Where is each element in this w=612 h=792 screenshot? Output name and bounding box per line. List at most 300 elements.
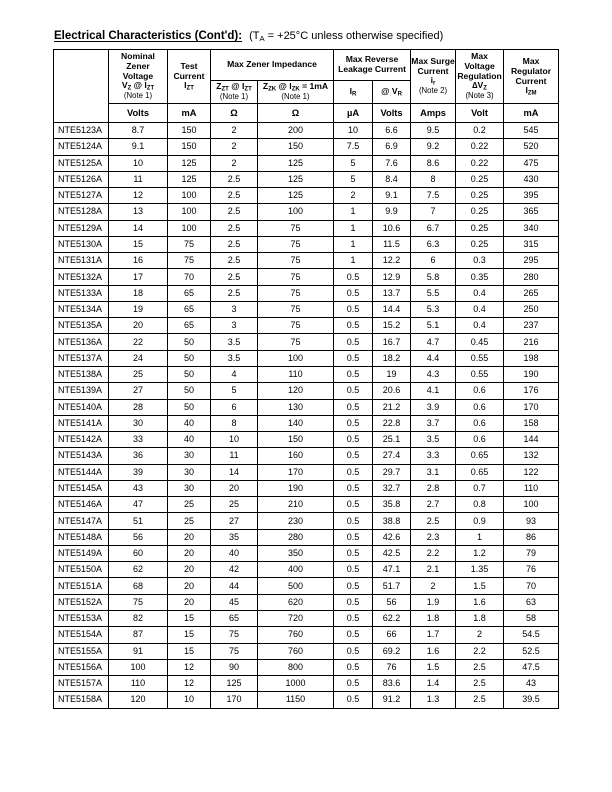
value-cell: 0.5 xyxy=(334,285,373,301)
part-number-cell: NTE5124A xyxy=(54,139,109,155)
value-cell: 25 xyxy=(211,497,258,513)
value-cell: 350 xyxy=(258,545,334,561)
value-cell: 9.9 xyxy=(373,204,411,220)
table-row xyxy=(54,432,559,448)
value-cell: 190 xyxy=(504,366,559,382)
value-cell: 237 xyxy=(504,318,559,334)
value-cell: 160 xyxy=(258,448,334,464)
value-cell: 2.5 xyxy=(211,285,258,301)
value-cell: 47.5 xyxy=(504,659,559,675)
table-row xyxy=(54,123,559,139)
value-cell: 20 xyxy=(211,480,258,496)
value-cell: 42.5 xyxy=(373,545,411,561)
table-row xyxy=(54,334,559,350)
value-cell: 22 xyxy=(109,334,168,350)
value-cell: 0.8 xyxy=(456,497,504,513)
value-cell: 1.35 xyxy=(456,562,504,578)
value-cell: 75 xyxy=(168,253,211,269)
value-cell: 6 xyxy=(211,399,258,415)
value-cell: 0.6 xyxy=(456,415,504,431)
table-row xyxy=(54,139,559,155)
unit-volts: Volts xyxy=(109,104,168,123)
value-cell: 16 xyxy=(109,253,168,269)
value-cell: 65 xyxy=(168,285,211,301)
value-cell: 0.5 xyxy=(334,545,373,561)
value-cell: 5.1 xyxy=(411,318,456,334)
value-cell: 395 xyxy=(504,188,559,204)
value-cell: 28 xyxy=(109,399,168,415)
value-cell: 20.6 xyxy=(373,383,411,399)
value-cell: 66 xyxy=(373,627,411,643)
value-cell: 100 xyxy=(168,204,211,220)
value-cell: 20 xyxy=(168,545,211,561)
value-cell: 3.5 xyxy=(211,334,258,350)
value-cell: 100 xyxy=(168,188,211,204)
table-row xyxy=(54,350,559,366)
value-cell: 20 xyxy=(168,529,211,545)
value-cell: 315 xyxy=(504,236,559,252)
value-cell: 0.5 xyxy=(334,513,373,529)
unit-ohm-zzk: Ω xyxy=(258,104,334,123)
value-cell: 2.5 xyxy=(456,676,504,692)
value-cell: 2.5 xyxy=(211,253,258,269)
value-cell: 40 xyxy=(168,432,211,448)
value-cell: 0.4 xyxy=(456,318,504,334)
value-cell: 58 xyxy=(504,610,559,626)
value-cell: 62 xyxy=(109,562,168,578)
value-cell: 2 xyxy=(211,139,258,155)
value-cell: 15 xyxy=(109,236,168,252)
value-cell: 4 xyxy=(211,366,258,382)
value-cell: 25 xyxy=(168,497,211,513)
value-cell: 91 xyxy=(109,643,168,659)
value-cell: 12 xyxy=(168,659,211,675)
value-cell: 0.5 xyxy=(334,383,373,399)
value-cell: 1 xyxy=(334,220,373,236)
value-cell: 93 xyxy=(504,513,559,529)
value-cell: 2.5 xyxy=(211,188,258,204)
value-cell: 216 xyxy=(504,334,559,350)
value-cell: 12.2 xyxy=(373,253,411,269)
value-cell: 150 xyxy=(168,123,211,139)
value-cell: 25 xyxy=(168,513,211,529)
value-cell: 0.6 xyxy=(456,432,504,448)
value-cell: 11 xyxy=(211,448,258,464)
col-header-max-regulator-current: Max Regulator Current $I_{ZM}$ xyxy=(504,50,559,104)
value-cell: 52.5 xyxy=(504,643,559,659)
part-number-cell: NTE5148A xyxy=(54,529,109,545)
value-cell: 5.3 xyxy=(411,301,456,317)
value-cell: 340 xyxy=(504,220,559,236)
value-cell: 0.35 xyxy=(456,269,504,285)
value-cell: 5.5 xyxy=(411,285,456,301)
value-cell: 20 xyxy=(109,318,168,334)
value-cell: 27 xyxy=(211,513,258,529)
table-row xyxy=(54,383,559,399)
value-cell: 2.5 xyxy=(456,659,504,675)
value-cell: 3 xyxy=(211,301,258,317)
value-cell: 20 xyxy=(168,578,211,594)
value-cell: 90 xyxy=(211,659,258,675)
part-number-cell: NTE5130A xyxy=(54,236,109,252)
value-cell: 100 xyxy=(258,204,334,220)
value-cell: 30 xyxy=(168,464,211,480)
value-cell: 0.5 xyxy=(334,269,373,285)
table-row xyxy=(54,643,559,659)
part-number-cell: NTE5126A xyxy=(54,171,109,187)
value-cell: 65 xyxy=(211,610,258,626)
value-cell: 2 xyxy=(456,627,504,643)
value-cell: 150 xyxy=(258,139,334,155)
part-number-cell: NTE5132A xyxy=(54,269,109,285)
value-cell: 0.55 xyxy=(456,366,504,382)
value-cell: 2.5 xyxy=(211,236,258,252)
value-cell: 20 xyxy=(168,562,211,578)
value-cell: 250 xyxy=(504,301,559,317)
value-cell: 75 xyxy=(258,334,334,350)
table-row xyxy=(54,480,559,496)
value-cell: 86 xyxy=(504,529,559,545)
part-number-cell: NTE5129A xyxy=(54,220,109,236)
value-cell: 9.5 xyxy=(411,123,456,139)
value-cell: 2.5 xyxy=(211,204,258,220)
value-cell: 9.1 xyxy=(373,188,411,204)
value-cell: 63 xyxy=(504,594,559,610)
value-cell: 30 xyxy=(109,415,168,431)
value-cell: 0.5 xyxy=(334,448,373,464)
value-cell: 8.7 xyxy=(109,123,168,139)
value-cell: 520 xyxy=(504,139,559,155)
value-cell: 10 xyxy=(334,123,373,139)
value-cell: 0.25 xyxy=(456,171,504,187)
value-cell: 1.7 xyxy=(411,627,456,643)
part-number-cell: NTE5156A xyxy=(54,659,109,675)
value-cell: 100 xyxy=(504,497,559,513)
value-cell: 6.7 xyxy=(411,220,456,236)
group-header-max-reverse-leakage-current: Max Reverse Leakage Current xyxy=(334,50,411,81)
value-cell: 14.4 xyxy=(373,301,411,317)
part-number-cell: NTE5131A xyxy=(54,253,109,269)
value-cell: 40 xyxy=(168,415,211,431)
value-cell: 0.3 xyxy=(456,253,504,269)
value-cell: 0.5 xyxy=(334,676,373,692)
value-cell: 0.9 xyxy=(456,513,504,529)
value-cell: 198 xyxy=(504,350,559,366)
table-row xyxy=(54,578,559,594)
value-cell: 2.5 xyxy=(456,692,504,708)
value-cell: 50 xyxy=(168,334,211,350)
value-cell: 8.6 xyxy=(411,155,456,171)
value-cell: 42.6 xyxy=(373,529,411,545)
table-row xyxy=(54,594,559,610)
value-cell: 2.5 xyxy=(211,171,258,187)
part-number-cell: NTE5137A xyxy=(54,350,109,366)
value-cell: 43 xyxy=(109,480,168,496)
value-cell: 27 xyxy=(109,383,168,399)
col-header-max-surge-current: Max Surge Current $i_r$ (Note 2) xyxy=(411,50,456,104)
table-row xyxy=(54,236,559,252)
value-cell: 3.3 xyxy=(411,448,456,464)
value-cell: 33 xyxy=(109,432,168,448)
table-row xyxy=(54,659,559,675)
value-cell: 50 xyxy=(168,399,211,415)
value-cell: 16.7 xyxy=(373,334,411,350)
table-row xyxy=(54,366,559,382)
value-cell: 12 xyxy=(168,676,211,692)
value-cell: 6 xyxy=(411,253,456,269)
value-cell: 27.4 xyxy=(373,448,411,464)
value-cell: 12 xyxy=(109,188,168,204)
value-cell: 51.7 xyxy=(373,578,411,594)
value-cell: 475 xyxy=(504,155,559,171)
value-cell: 800 xyxy=(258,659,334,675)
value-cell: 1 xyxy=(456,529,504,545)
value-cell: 68 xyxy=(109,578,168,594)
value-cell: 1.9 xyxy=(411,594,456,610)
table-row xyxy=(54,513,559,529)
unit-microamp: µA xyxy=(334,104,373,123)
part-number-cell: NTE5133A xyxy=(54,285,109,301)
value-cell: 75 xyxy=(211,643,258,659)
value-cell: 56 xyxy=(373,594,411,610)
value-cell: 60 xyxy=(109,545,168,561)
value-cell: 0.22 xyxy=(456,155,504,171)
col-header-max-voltage-regulation: Max Voltage Regulation $\Delta V_Z$ (Note 3) xyxy=(456,50,504,104)
part-number-cell: NTE5146A xyxy=(54,497,109,513)
value-cell: 35.8 xyxy=(373,497,411,513)
value-cell: 2 xyxy=(334,188,373,204)
value-cell: 0.25 xyxy=(456,236,504,252)
value-cell: 125 xyxy=(168,155,211,171)
value-cell: 4.3 xyxy=(411,366,456,382)
value-cell: 760 xyxy=(258,643,334,659)
value-cell: 65 xyxy=(168,301,211,317)
value-cell: 0.25 xyxy=(456,220,504,236)
table-row xyxy=(54,269,559,285)
value-cell: 0.4 xyxy=(456,301,504,317)
table-row xyxy=(54,188,559,204)
value-cell: 75 xyxy=(258,301,334,317)
table-row xyxy=(54,529,559,545)
part-number-cell: NTE5144A xyxy=(54,464,109,480)
part-number-cell: NTE5155A xyxy=(54,643,109,659)
col-header-vr: @ $V_R$ xyxy=(373,81,411,104)
value-cell: 7.6 xyxy=(373,155,411,171)
part-number-cell: NTE5135A xyxy=(54,318,109,334)
value-cell: 0.5 xyxy=(334,415,373,431)
value-cell: 14 xyxy=(211,464,258,480)
value-cell: 0.25 xyxy=(456,188,504,204)
table-row xyxy=(54,301,559,317)
value-cell: 132 xyxy=(504,448,559,464)
value-cell: 19 xyxy=(109,301,168,317)
value-cell: 190 xyxy=(258,480,334,496)
value-cell: 76 xyxy=(504,562,559,578)
value-cell: 10 xyxy=(168,692,211,708)
value-cell: 120 xyxy=(258,383,334,399)
unit-ma-izm: mA xyxy=(504,104,559,123)
value-cell: 0.5 xyxy=(334,350,373,366)
value-cell: 2.1 xyxy=(411,562,456,578)
part-number-cell: NTE5157A xyxy=(54,676,109,692)
part-number-header-cell xyxy=(54,50,109,123)
value-cell: 17 xyxy=(109,269,168,285)
value-cell: 0.5 xyxy=(334,464,373,480)
value-cell: 9.1 xyxy=(109,139,168,155)
value-cell: 56 xyxy=(109,529,168,545)
value-cell: 1.2 xyxy=(456,545,504,561)
value-cell: 19 xyxy=(373,366,411,382)
value-cell: 0.5 xyxy=(334,643,373,659)
value-cell: 0.7 xyxy=(456,480,504,496)
group-header-max-zener-impedance: Max Zener Impedance xyxy=(211,50,334,81)
value-cell: 91.2 xyxy=(373,692,411,708)
value-cell: 545 xyxy=(504,123,559,139)
value-cell: 0.5 xyxy=(334,497,373,513)
value-cell: 1.6 xyxy=(411,643,456,659)
value-cell: 150 xyxy=(168,139,211,155)
value-cell: 2.8 xyxy=(411,480,456,496)
value-cell: 11.5 xyxy=(373,236,411,252)
unit-volt: Volt xyxy=(456,104,504,123)
value-cell: 0.5 xyxy=(334,659,373,675)
value-cell: 39 xyxy=(109,464,168,480)
value-cell: 158 xyxy=(504,415,559,431)
part-number-cell: NTE5143A xyxy=(54,448,109,464)
part-number-cell: NTE5151A xyxy=(54,578,109,594)
value-cell: 230 xyxy=(258,513,334,529)
value-cell: 50 xyxy=(168,350,211,366)
value-cell: 10 xyxy=(211,432,258,448)
part-number-cell: NTE5136A xyxy=(54,334,109,350)
value-cell: 2.7 xyxy=(411,497,456,513)
value-cell: 120 xyxy=(109,692,168,708)
table-row xyxy=(54,285,559,301)
value-cell: 18.2 xyxy=(373,350,411,366)
section-heading: Electrical Characteristics (Cont'd): xyxy=(54,30,243,42)
value-cell: 720 xyxy=(258,610,334,626)
value-cell: 3.7 xyxy=(411,415,456,431)
value-cell: 30 xyxy=(168,480,211,496)
table-header xyxy=(54,50,559,123)
value-cell: 87 xyxy=(109,627,168,643)
value-cell: 54.5 xyxy=(504,627,559,643)
value-cell: 8 xyxy=(411,171,456,187)
value-cell: 2.5 xyxy=(211,220,258,236)
value-cell: 1.4 xyxy=(411,676,456,692)
value-cell: 50 xyxy=(168,383,211,399)
part-number-cell: NTE5152A xyxy=(54,594,109,610)
part-number-cell: NTE5147A xyxy=(54,513,109,529)
value-cell: 25.1 xyxy=(373,432,411,448)
value-cell: 32.7 xyxy=(373,480,411,496)
value-cell: 40 xyxy=(211,545,258,561)
part-number-cell: NTE5150A xyxy=(54,562,109,578)
electrical-characteristics-table xyxy=(53,49,559,709)
col-header-nominal-zener-voltage: Nominal Zener Voltage $V_Z$ @ $I_{ZT}$ (Note 1) xyxy=(109,50,168,104)
value-cell: 75 xyxy=(258,220,334,236)
value-cell: 295 xyxy=(504,253,559,269)
value-cell: 125 xyxy=(258,155,334,171)
value-cell: 13 xyxy=(109,204,168,220)
table-row xyxy=(54,318,559,334)
value-cell: 0.45 xyxy=(456,334,504,350)
value-cell: 0.5 xyxy=(334,529,373,545)
table-body xyxy=(54,123,559,709)
value-cell: 3.5 xyxy=(411,432,456,448)
value-cell: 3.1 xyxy=(411,464,456,480)
table-row xyxy=(54,545,559,561)
value-cell: 280 xyxy=(258,529,334,545)
table-row xyxy=(54,497,559,513)
value-cell: 70 xyxy=(504,578,559,594)
value-cell: 62.2 xyxy=(373,610,411,626)
value-cell: 200 xyxy=(258,123,334,139)
value-cell: 2.2 xyxy=(411,545,456,561)
value-cell: 2.5 xyxy=(411,513,456,529)
value-cell: 6.3 xyxy=(411,236,456,252)
value-cell: 44 xyxy=(211,578,258,594)
value-cell: 144 xyxy=(504,432,559,448)
value-cell: 1.5 xyxy=(456,578,504,594)
value-cell: 125 xyxy=(258,188,334,204)
value-cell: 5 xyxy=(334,155,373,171)
part-number-cell: NTE5123A xyxy=(54,123,109,139)
value-cell: 10 xyxy=(109,155,168,171)
value-cell: 0.5 xyxy=(334,692,373,708)
value-cell: 38.8 xyxy=(373,513,411,529)
value-cell: 75 xyxy=(258,285,334,301)
value-cell: 4.4 xyxy=(411,350,456,366)
value-cell: 0.5 xyxy=(334,366,373,382)
col-header-zzt: $Z_{ZT}$ @ $I_{ZT}$ (Note 1) xyxy=(211,81,258,104)
value-cell: 20 xyxy=(168,594,211,610)
value-cell: 2.2 xyxy=(456,643,504,659)
value-cell: 30 xyxy=(168,448,211,464)
part-number-cell: NTE5128A xyxy=(54,204,109,220)
value-cell: 47 xyxy=(109,497,168,513)
value-cell: 75 xyxy=(258,318,334,334)
value-cell: 0.65 xyxy=(456,464,504,480)
value-cell: 0.5 xyxy=(334,610,373,626)
value-cell: 3.5 xyxy=(211,350,258,366)
value-cell: 176 xyxy=(504,383,559,399)
value-cell: 7.5 xyxy=(411,188,456,204)
value-cell: 12.9 xyxy=(373,269,411,285)
value-cell: 2.5 xyxy=(211,269,258,285)
value-cell: 45 xyxy=(211,594,258,610)
value-cell: 35 xyxy=(211,529,258,545)
value-cell: 170 xyxy=(258,464,334,480)
col-header-ir: $I_R$ xyxy=(334,81,373,104)
value-cell: 500 xyxy=(258,578,334,594)
value-cell: 8.4 xyxy=(373,171,411,187)
value-cell: 125 xyxy=(211,676,258,692)
part-number-cell: NTE5141A xyxy=(54,415,109,431)
value-cell: 50 xyxy=(168,366,211,382)
value-cell: 79 xyxy=(504,545,559,561)
value-cell: 1.8 xyxy=(456,610,504,626)
value-cell: 1 xyxy=(334,253,373,269)
value-cell: 43 xyxy=(504,676,559,692)
page-title xyxy=(54,30,443,42)
value-cell: 75 xyxy=(258,236,334,252)
value-cell: 4.1 xyxy=(411,383,456,399)
test-condition: ($T_A = +25^\circ C$ unless otherwise specified) xyxy=(249,30,444,43)
value-cell: 1000 xyxy=(258,676,334,692)
unit-amps: Amps xyxy=(411,104,456,123)
value-cell: 6.6 xyxy=(373,123,411,139)
